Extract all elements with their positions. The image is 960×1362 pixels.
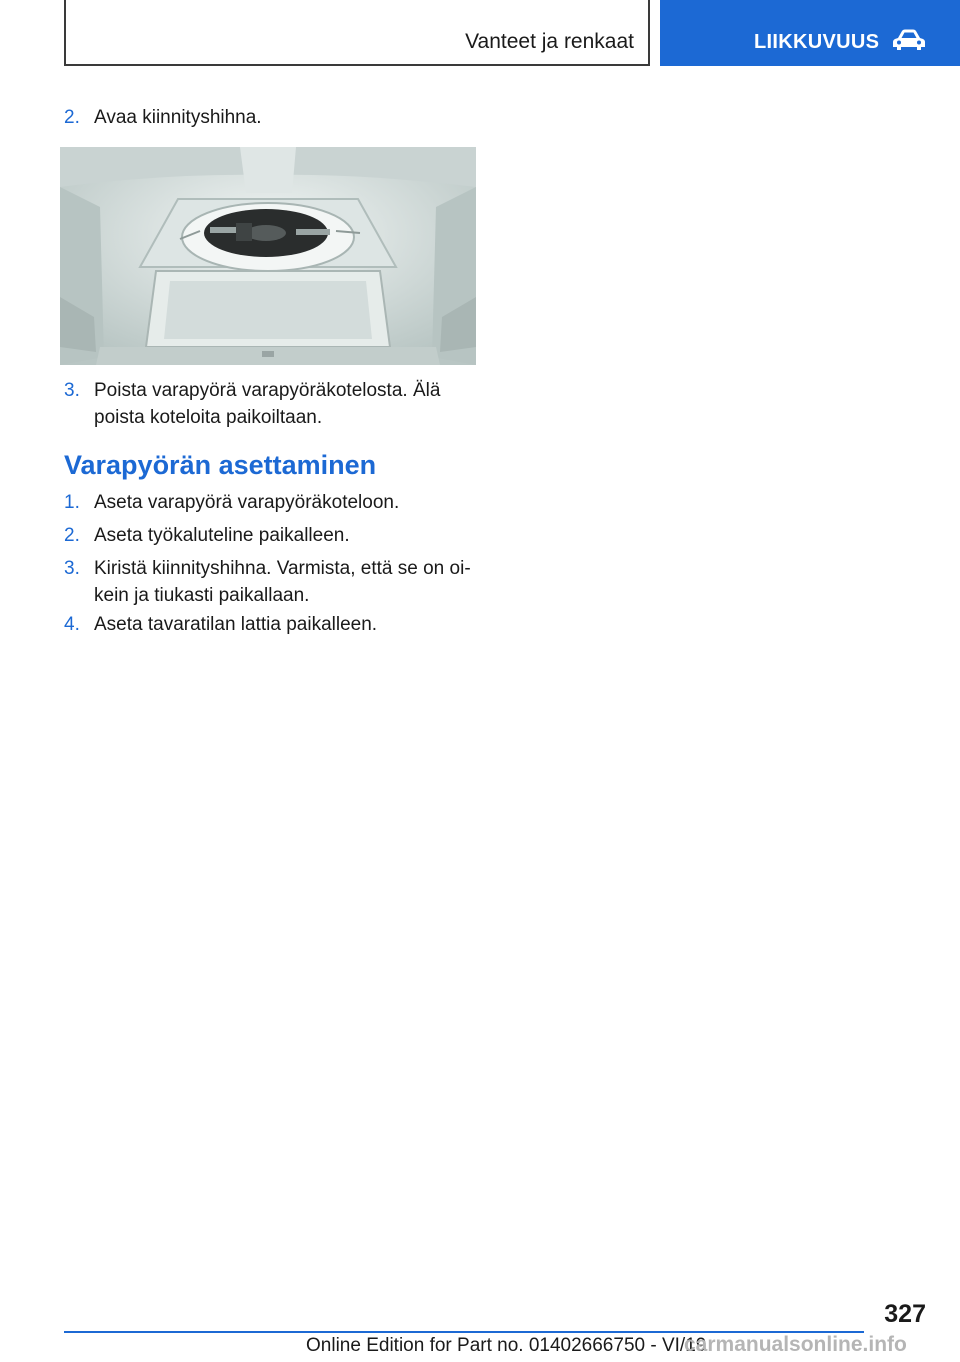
step-text: Avaa kiinnityshihna. [94,107,262,128]
trunk-spare-wheel-photo [60,147,476,365]
step-number: 2. [64,107,80,128]
step-text: Aseta tavaratilan lattia paikalleen. [94,614,378,635]
page-number: 327 [884,1300,926,1328]
list-item [64,611,474,638]
step-number: 2. [64,525,80,546]
footer-edition: Online Edition for Part no. 01402666750 - VI/19 [306,1335,707,1356]
header-chapter-tab [660,0,960,66]
list-item [64,489,474,516]
section-title: Vanteet ja renkaat [465,30,634,53]
list-item [64,522,474,549]
step-number: 3. [64,558,80,579]
list-item [64,555,474,609]
step-number: 4. [64,614,80,635]
list-item [64,104,474,131]
watermark: carmanualsonline.info [684,1333,907,1356]
step-text: Kiristä kiinnityshihna. Varmista, että se on oi- kein ja tiukasti paikallaan. [94,558,471,606]
step-text: Aseta varapyörä varapyöräkoteloon. [94,492,400,513]
header-section-tab [64,0,650,66]
section-heading: Varapyörän asettaminen [64,450,377,480]
car-icon [892,28,926,52]
list-item [64,377,474,431]
step-text: Aseta työkaluteline paikalleen. [94,525,350,546]
step-number: 1. [64,492,80,513]
chapter-title: LIIKKUVUUS [754,31,880,53]
step-number: 3. [64,380,80,401]
step-text: Poista varapyörä varapyöräkotelosta. Älä poista koteloita paikoiltaan. [94,380,441,428]
